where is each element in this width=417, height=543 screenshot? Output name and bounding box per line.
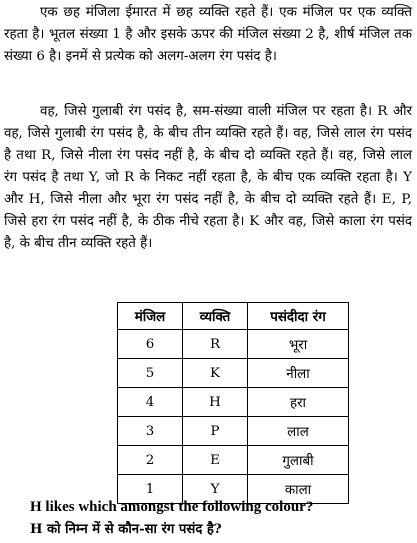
table-row xyxy=(118,359,349,388)
puzzle-clues-paragraph: वह, जिसे गुलाबी रंग पसंद है, सम-संख्या वाली मंजिल पर रहता है। R और वह, जिसे गुलाबी रंग पसंद है, के बीच तीन व्यक्ति रहते हैं। वह, जिसे लाल रंग पसंद है तथा R, जिसे नीला रंग पसंद नहीं है, के बीच दो व्यक्ति रहते हैं। वह, जिसे लाल रंग पसंद है तथा Y, जो R के निकट नहीं रहता है, के बीच एक व्यक्ति रहता है। Y और H, जिसे नीला और भूरा रंग पसंद नहीं है, के बीच दो व्यक्ति रहते हैं। E, P, जिसे हरा रंग पसंद नहीं है, के ठीक नीचे रहता है। K और वह, जिसे काला रंग पसंद है, के बीच तीन व्यक्ति रहते हैं। xyxy=(4,104,412,251)
puzzle-intro-paragraph: एक छह मंजिला ईमारत में छह व्यक्ति रहते हैं। एक मंजिल पर एक व्यक्ति रहता है। भूतल संख्या 1 है और इसके ऊपर की मंजिल संख्या 2 है, शीर्ष मंजिल तक संख्या 6 है। इनमें से प्रत्येक को अलग-अलग रंग पसंद है। xyxy=(4,5,412,64)
floor-cell: 4 xyxy=(118,388,183,417)
floor-cell: 1 xyxy=(118,475,183,504)
solution-table xyxy=(117,302,349,504)
table-row xyxy=(118,388,349,417)
table-row xyxy=(118,417,349,446)
person-cell: Y xyxy=(183,475,248,504)
header-favourite-colour: पसंदीदा रंग xyxy=(248,303,349,330)
colour-cell: भूरा xyxy=(248,330,349,359)
person-cell: R xyxy=(183,330,248,359)
floor-cell: 6 xyxy=(118,330,183,359)
table-row xyxy=(118,330,349,359)
question-hindi: H को निम्न में से कौन-सा रंग पसंद है? xyxy=(30,522,222,537)
question-english: H likes which amongst the following colour? xyxy=(30,499,314,515)
person-cell: P xyxy=(183,417,248,446)
colour-cell: काला xyxy=(248,475,349,504)
floor-cell: 2 xyxy=(118,446,183,475)
colour-cell: नीला xyxy=(248,359,349,388)
colour-cell: गुलाबी xyxy=(248,446,349,475)
person-cell: K xyxy=(183,359,248,388)
header-person: व्यक्ति xyxy=(183,303,248,330)
table-header-row xyxy=(118,303,349,330)
table-row xyxy=(118,446,349,475)
colour-cell: हरा xyxy=(248,388,349,417)
person-cell: E xyxy=(183,446,248,475)
person-cell: H xyxy=(183,388,248,417)
floor-cell: 3 xyxy=(118,417,183,446)
colour-cell: लाल xyxy=(248,417,349,446)
header-floor: मंजिल xyxy=(118,303,183,330)
floor-cell: 5 xyxy=(118,359,183,388)
